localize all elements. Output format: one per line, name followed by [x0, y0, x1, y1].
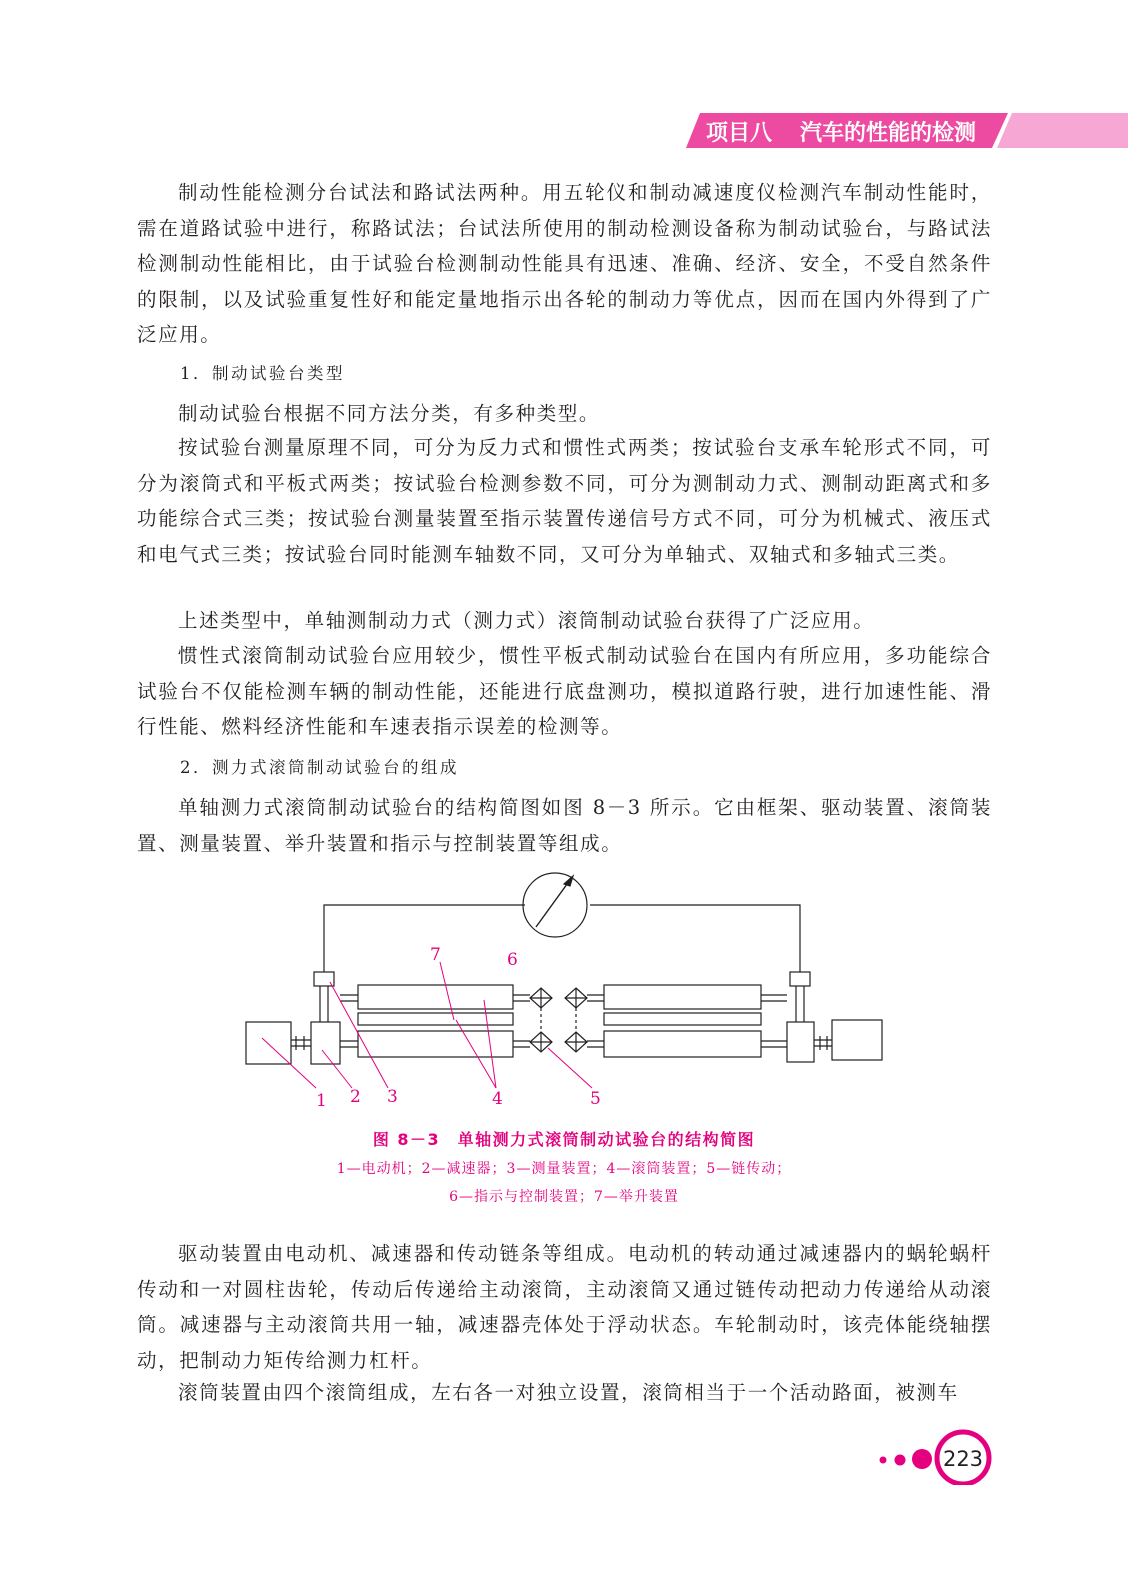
heading-2: 2．测力式滚筒制动试验台的组成: [180, 758, 459, 777]
brake-test-bench-diagram: [230, 870, 900, 1120]
header-light-stripe: [997, 113, 1128, 148]
paragraph-1: 制动性能检测分台试法和路试法两种。用五轮仪和制动减速度仪检测汽车制动性能时，需在道路试验中进行，称路试法；台试法所使用的制动检测设备称为制动试验台，与路试法检测制动性能相比，由于试验台检测制动性能具有迅速、准确、经济、安全，不受自然条件的限制，以及试验重复性好和能定量地指示出各轮的制动力等优点，因而在国内外得到了广泛应用。: [137, 181, 992, 346]
signal-wire-right: [590, 905, 800, 972]
paragraph-2: 制动试验台根据不同方法分类，有多种类型。: [178, 402, 601, 425]
callout-2: 2: [350, 1087, 361, 1107]
right-measuring-device: [790, 972, 810, 986]
paragraph-7: 驱动装置由电动机、减速器和传动链条等组成。电动机的转动通过减速器内的蜗轮蜗杆传动和一对圆柱齿轮，传动后传递给主动滚筒，主动滚筒又通过链传动把动力传递给从动滚筒。减速器与主动滚筒共用一轴，减速器壳体处于浮动状态。车轮制动时，该壳体能绕轴摆动，把制动力矩传给测力杠杆。: [137, 1242, 992, 1372]
left-motor: [246, 1022, 291, 1064]
paragraph-6: 单轴测力式滚筒制动试验台的结构简图如图 8－3 所示。它由框架、驱动装置、滚筒装置、测量装置、举升装置和指示与控制装置等组成。: [137, 796, 992, 855]
indicator-needle-head: [564, 876, 573, 886]
header-section-title: 汽车的性能的检测: [800, 121, 977, 146]
left-lift-plate: [358, 1013, 513, 1025]
left-upper-roller: [358, 985, 513, 1009]
paragraph-5: 惯性式滚筒制动试验台应用较少，惯性平板式制动试验台在国内有所应用，多功能综合试验台不仅能检测车辆的制动性能，还能进行底盘测功，模拟道路行驶，进行加速性能、滑行性能、燃料经济性能和车速表指示误差的检测等。: [137, 644, 992, 738]
figure-legend-line-1: 1—电动机；2—减速器；3—测量装置；4—滚筒装置；5—链传动；: [336, 1161, 792, 1177]
callout-6: 6: [507, 950, 518, 970]
indicator-needle: [536, 880, 570, 927]
right-reducer: [787, 1022, 814, 1062]
page-dot-small: [880, 1457, 887, 1464]
figure-caption-title: 图 8－3 单轴测力式滚筒制动试验台的结构简图: [372, 1130, 756, 1149]
paragraph-3: 按试验台测量原理不同，可分为反力式和惯性式两类；按试验台支承车轮形式不同，可分为滚筒式和平板式两类；按试验台检测参数不同，可分为测制动力式、测制动距离式和多功能综合式三类；按试验台测量装置至指示装置传递信号方式不同，可分为机械式、液压式和电气式三类；按试验台同时能测车轴数不同，又可分为单轴式、双轴式和多轴式三类。: [137, 436, 992, 566]
callout-1: 1: [316, 1091, 327, 1111]
callout-4: 4: [492, 1089, 503, 1109]
header-section-label: 项目八: [706, 121, 773, 146]
callout-3: 3: [387, 1087, 398, 1107]
page-dot-medium: [895, 1455, 906, 1466]
paragraph-4: 上述类型中，单轴测制动力式（测力式）滚筒制动试验台获得了广泛应用。: [178, 609, 875, 632]
signal-wire-left: [324, 905, 525, 972]
right-lift-plate: [604, 1013, 761, 1025]
chain-sprockets: [530, 988, 587, 1052]
header-band: [0, 0, 1128, 160]
page-number-badge: [870, 1425, 1000, 1485]
paragraph-8: 滚筒装置由四个滚筒组成，左右各一对独立设置，滚筒相当于一个活动路面，被测车: [178, 1381, 959, 1404]
right-lower-roller: [604, 1031, 761, 1057]
indicator-dial: [523, 873, 587, 937]
heading-1: 1．制动试验台类型: [180, 364, 345, 383]
page-dot-large: [912, 1449, 932, 1469]
right-upper-roller: [604, 985, 761, 1009]
callout-5: 5: [590, 1089, 601, 1109]
left-reducer: [311, 1022, 340, 1064]
figure-legend-line-2: 6—指示与控制装置；7—举升装置: [449, 1189, 679, 1205]
right-motor: [832, 1020, 882, 1060]
callout-7: 7: [430, 945, 441, 965]
page-number: 223: [942, 1447, 984, 1471]
